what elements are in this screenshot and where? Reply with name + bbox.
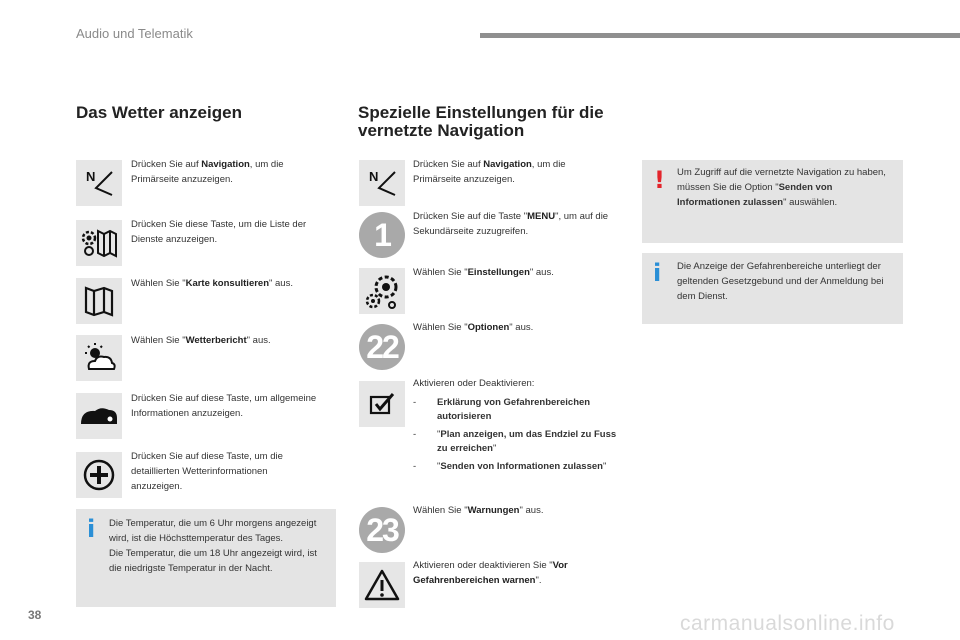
temperature-note-text: Die Temperatur, die um 6 Uhr morgens angezeigt wird, ist die Höchsttemperatur des Tages. Die Temperatur, die um 18 Uhr angezeigt wird, ist die niedrigste Temperatur in der Nacht.	[109, 518, 317, 574]
plus-icon	[76, 452, 122, 498]
svg-text:N: N	[369, 169, 379, 184]
step-22-badge: 22	[359, 324, 405, 370]
left-item-text-3: Wählen Sie "Wetterbericht" aus.	[131, 335, 271, 346]
warning-triangle-icon	[359, 562, 405, 608]
left-item-text-5: Drücken Sie auf diese Taste, um die detaillierten Wetterinformationen anzuzeigen.	[131, 451, 283, 492]
warning-note	[642, 160, 903, 243]
page-number: 38	[28, 608, 42, 622]
watermark: carmanualsonline.info	[680, 612, 895, 635]
header-rule	[480, 33, 960, 38]
navigation-compass-icon	[76, 160, 122, 206]
option-row: - "Plan anzeigen, um das Endziel zu Fuss zu erreichen"	[413, 429, 617, 454]
option-row: - "Senden von Informationen zulassen"	[413, 461, 607, 472]
mid-item-settings: Wählen Sie "Einstellungen" aus.	[413, 267, 554, 278]
network-nav-heading: Spezielle Einstellungen für die vernetzte Navigation	[358, 103, 604, 140]
mid-item-menu: Drücken Sie auf die Taste "MENU", um auf die Sekundärseite zuzugreifen.	[413, 211, 609, 237]
temperature-note	[76, 509, 336, 607]
left-item-text-2: Wählen Sie "Karte konsultieren" aus.	[131, 278, 293, 289]
activate-intro: Aktivieren oder Deaktivieren:	[413, 378, 535, 389]
weather-icon	[76, 335, 122, 381]
navigation-compass-icon	[359, 160, 405, 206]
cloud-info-icon	[76, 393, 122, 439]
header-title: Audio und Telematik	[76, 26, 193, 41]
step-1-badge: 1	[359, 212, 405, 258]
services-settings-icon	[76, 220, 122, 266]
info-icon: i	[653, 259, 662, 287]
options-list	[413, 396, 623, 474]
info-note	[642, 253, 903, 324]
mid-item-options: Wählen Sie "Optionen" aus.	[413, 322, 534, 333]
left-item-text-4: Drücken Sie auf diese Taste, um allgemeine Informationen anzuzeigen.	[131, 393, 317, 419]
warning-note-text: Um Zugriff auf die vernetzte Navigation zu haben, müssen Sie die Option "Senden von Informationen zulassen" auswählen.	[677, 167, 886, 208]
map-icon	[76, 278, 122, 324]
info-icon: i	[87, 515, 96, 543]
mid-item-nav: Drücken Sie auf Navigation, um die Primärseite anzuzeigen.	[413, 159, 566, 185]
left-item-text-0: Drücken Sie auf Navigation, um die Primärseite anzuzeigen.	[131, 159, 284, 185]
svg-text:N: N	[86, 169, 96, 184]
exclamation-icon: !	[654, 166, 665, 194]
mid-item-danger: Aktivieren oder deaktivieren Sie "Vor Gefahrenbereichen warnen".	[413, 560, 568, 586]
checkbox-icon	[359, 381, 405, 427]
step-23-badge: 23	[359, 507, 405, 553]
mid-item-warnings: Wählen Sie "Warnungen" aus.	[413, 505, 544, 516]
left-item-text-1: Drücken Sie diese Taste, um die Liste der Dienste anzuzeigen.	[131, 219, 307, 245]
settings-gears-icon	[359, 268, 405, 314]
info-note-text: Die Anzeige der Gefahrenbereiche unterliegt der geltenden Gesetzgebund und der Anmeldung bei dem Dienst.	[677, 261, 884, 302]
option-row: - Erklärung von Gefahrenbereichen autorisieren	[413, 397, 591, 422]
weather-heading: Das Wetter anzeigen	[76, 103, 242, 122]
